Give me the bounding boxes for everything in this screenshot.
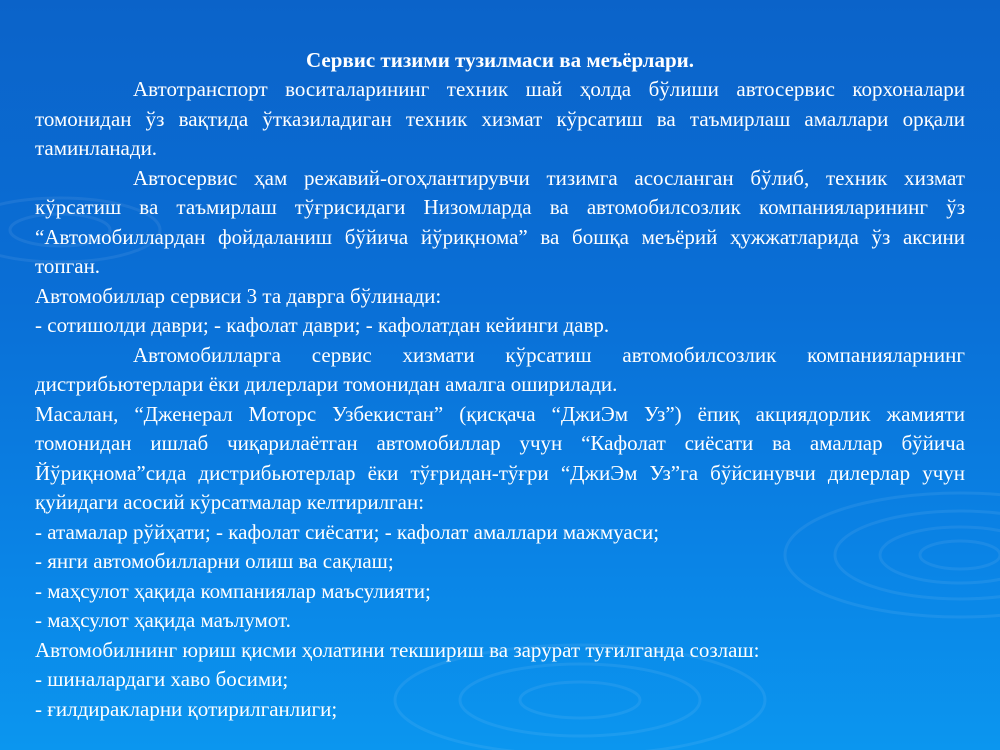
slide-content bbox=[35, 46, 965, 724]
list-item-periods: - сотишолди даври; - кафолат даври; - кафолатдан кейинги давр. bbox=[35, 313, 610, 337]
text-chassis-check: Автомобилнинг юриш қисми ҳолатини текшириш ва зарурат туғилганда созлаш: bbox=[35, 637, 760, 662]
slide-title: Сервис тизими тузилмаси ва меъёрлари. bbox=[306, 48, 694, 72]
list-item-wheel-fastening: - ғилдиракларни қотирилганлиги; bbox=[35, 696, 338, 721]
paragraph-gm-uzbekistan: Масалан, “Дженерал Моторс Узбекистан” (қисқача “ДжиЭм Уз”) ёпиқ акциядорлик жамияти томонидан ишлаб чиқарилаётган автомобиллар учун “Кафолат сиёсати ва амаллар бўйича Йўриқнома”сида дистрибьютерлар ёки тўғридан-тўғри “ДжиЭм Уз”га бўйсинувчи дилерлар учун қуйидаги асосий кўрсатмалар келтирилган: bbox=[35, 401, 965, 514]
list-item-product-info: - маҳсулот ҳақида маълумот. bbox=[35, 608, 291, 632]
list-item-terms: - атамалар рўйҳати; - кафолат сиёсати; - кафолат амаллари мажмуаси; bbox=[35, 519, 660, 544]
paragraph-autotransport: Автотранспорт воситаларининг техник шай ҳолда бўлиши автосервис корхоналари томонидан ўз вақтида ўтказиладиган техник хизмат кўрсатиш ва таъмирлаш амаллари орқали таминланади. bbox=[35, 77, 965, 160]
list-item-responsibility: - маҳсулот ҳақида компаниялар маъсулияти; bbox=[35, 578, 431, 603]
list-item-new-cars: - янги автомобилларни олиш ва сақлаш; bbox=[35, 549, 394, 573]
paragraph-autoservice: Автосервис ҳам режавий-огоҳлантирувчи тизимга асосланган бўлиб, техник хизмат кўрсатиш ва таъмирлаш тўғрисидаги Низомларда ва автомобилсозлик компанияларининг ўз “Автомобиллардан фойдаланиш бўйича йўриқнома” ва бошқа меъёрий ҳужжатларида ўз аксини топган. bbox=[35, 165, 965, 278]
paragraph-dealers: Автомобилларга сервис хизмати кўрсатиш автомобилсозлик компанияларнинг дистрибьютерлари ёки дилерлари томонидан амалга оширилади. bbox=[35, 342, 965, 396]
text-service-periods: Автомобиллар сервиси 3 та даврга бўлинади: bbox=[35, 283, 442, 308]
list-item-tire-pressure: - шиналардаги хаво босими; bbox=[35, 667, 289, 691]
